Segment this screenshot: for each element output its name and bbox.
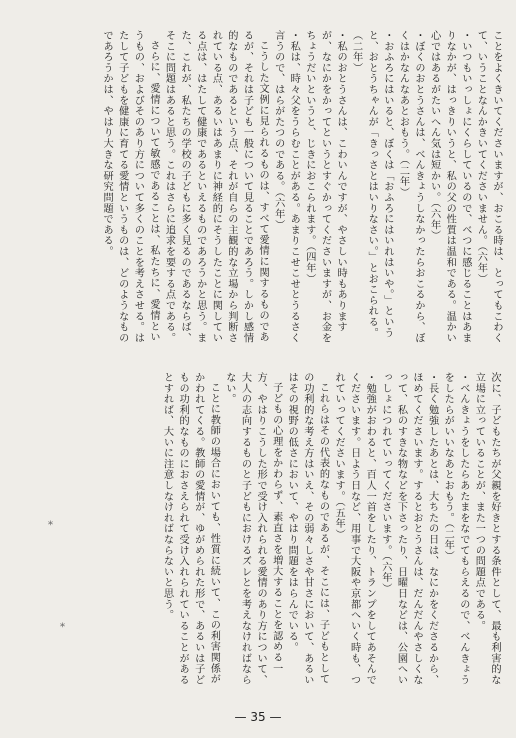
lower-text-block [2, 372, 502, 690]
paragraph: ・べんきょうをしたらあたまをなでてもらえるので、べんきょうをしたらがいいなあとおもう。（二年） [442, 372, 469, 686]
paragraph: 子どもの心理をかわらず、素直さを増大することを認める一方、やはりこうした形で受け入れられる愛情のあり方について、大人の志向するものと子どもにおけるズレとを考えなければならない。 [223, 372, 282, 686]
paragraph: 次に、子どもたちが父親を好きとする条件として、最も利害的な立場に立っていることが、また一つの問題点である。 [473, 372, 500, 686]
paragraph: ・私は、時々父をうらむことがある。あまりこせこせとうるさく言うので、はらがたつのである。（六年） [272, 30, 300, 344]
paragraph: こうした文例に見られるものは、すべて愛情に関するものであるが、それは子ども一般について見ることであろう。しかし感情的なものであるという点、それが自らの主観的な立場から判断されている点、あるいはあまりに神経的にそうしたことに関している点は、はたして健康であるといえるものであろうかと思う。また、これが、私たちの学校の子どもに多く見るのであるならば、そこに問題はあると思う。これはさらに追求を要する点である。 [163, 30, 269, 344]
paragraph: ことをよくきいてくださいますが、おこる時は、とってもこわくて、いうことなんかきいてくださいません。（六年） [475, 30, 502, 344]
paragraph: ことに教師の場合においても、性質に続いて、この利害関係がかわれてくる。教師の愛情が、ゆがめられた形で、あるいは子どもの功利的なものにおさえられて受け入れられていることがあるとすれば、大いに注意しなければならないと思う。 [161, 372, 220, 686]
paragraph: ・私のおとうさんは、こわいんですが、やさしい時もありますが、なにかをかってというとすぐかってくださいますが、お金をちょうだいというと、じきにおこられます。（四年） [303, 30, 347, 344]
paragraph: これらはその代表的なものであるが、そこには、子どもとしての功利的な考え方はいえ、その弱々しさや甘さにおいて、あるいはその視野の低さにおいて、やはり問題をはらんでいる。 [286, 372, 329, 686]
paragraph: ・おふろにはいると、ぼくは「おふろにはいれはいや。」というと、おとうちゃんが「きっさとはいりなさい。」とおこられる。（二年） [350, 30, 393, 339]
specks: * [48, 520, 53, 531]
paragraph: ・勉強がおわると、百人一首をしたり、トランプをしてあそんでくださいます。日よう日など、用事で大阪や京都へいく時も、つれていってくださいます。（五年） [333, 372, 376, 686]
paragraph: ・いつもいっしょにくらしているので、べつに感じることはあまりなかが、はっきりいうと、私の父の性質は温和である。温かい心ではあるがたいへん気は短かい。（六年） [428, 30, 471, 344]
paragraph: さらに、愛情について敏感であることは、私たちに、愛情というもの、およびそのあり方について多くのことを考えさせる。はたして子どもを健康に育てる愛情というものは、どのようなものであろうかは、やはり大きな研究問題である。 [101, 30, 159, 344]
paragraph: ・ぼくのおとうさんは、べんきょうしなかったらおこるから、ぼくはかなんなあとおもう。（二年） [397, 30, 425, 344]
paragraph: ・長く勉強したあとは、大ちたの日は、なにかをくださるから、ほめてくださいます。するとおとうさんは、だんだんやさしくなって、私のすきな物などを下さったり、日曜日などは、公園へいっしょにつれていってくださいます。（六年） [379, 372, 438, 686]
page-number: — 35 — [234, 710, 282, 724]
specks: * [60, 622, 65, 633]
upper-text-block [8, 30, 504, 352]
